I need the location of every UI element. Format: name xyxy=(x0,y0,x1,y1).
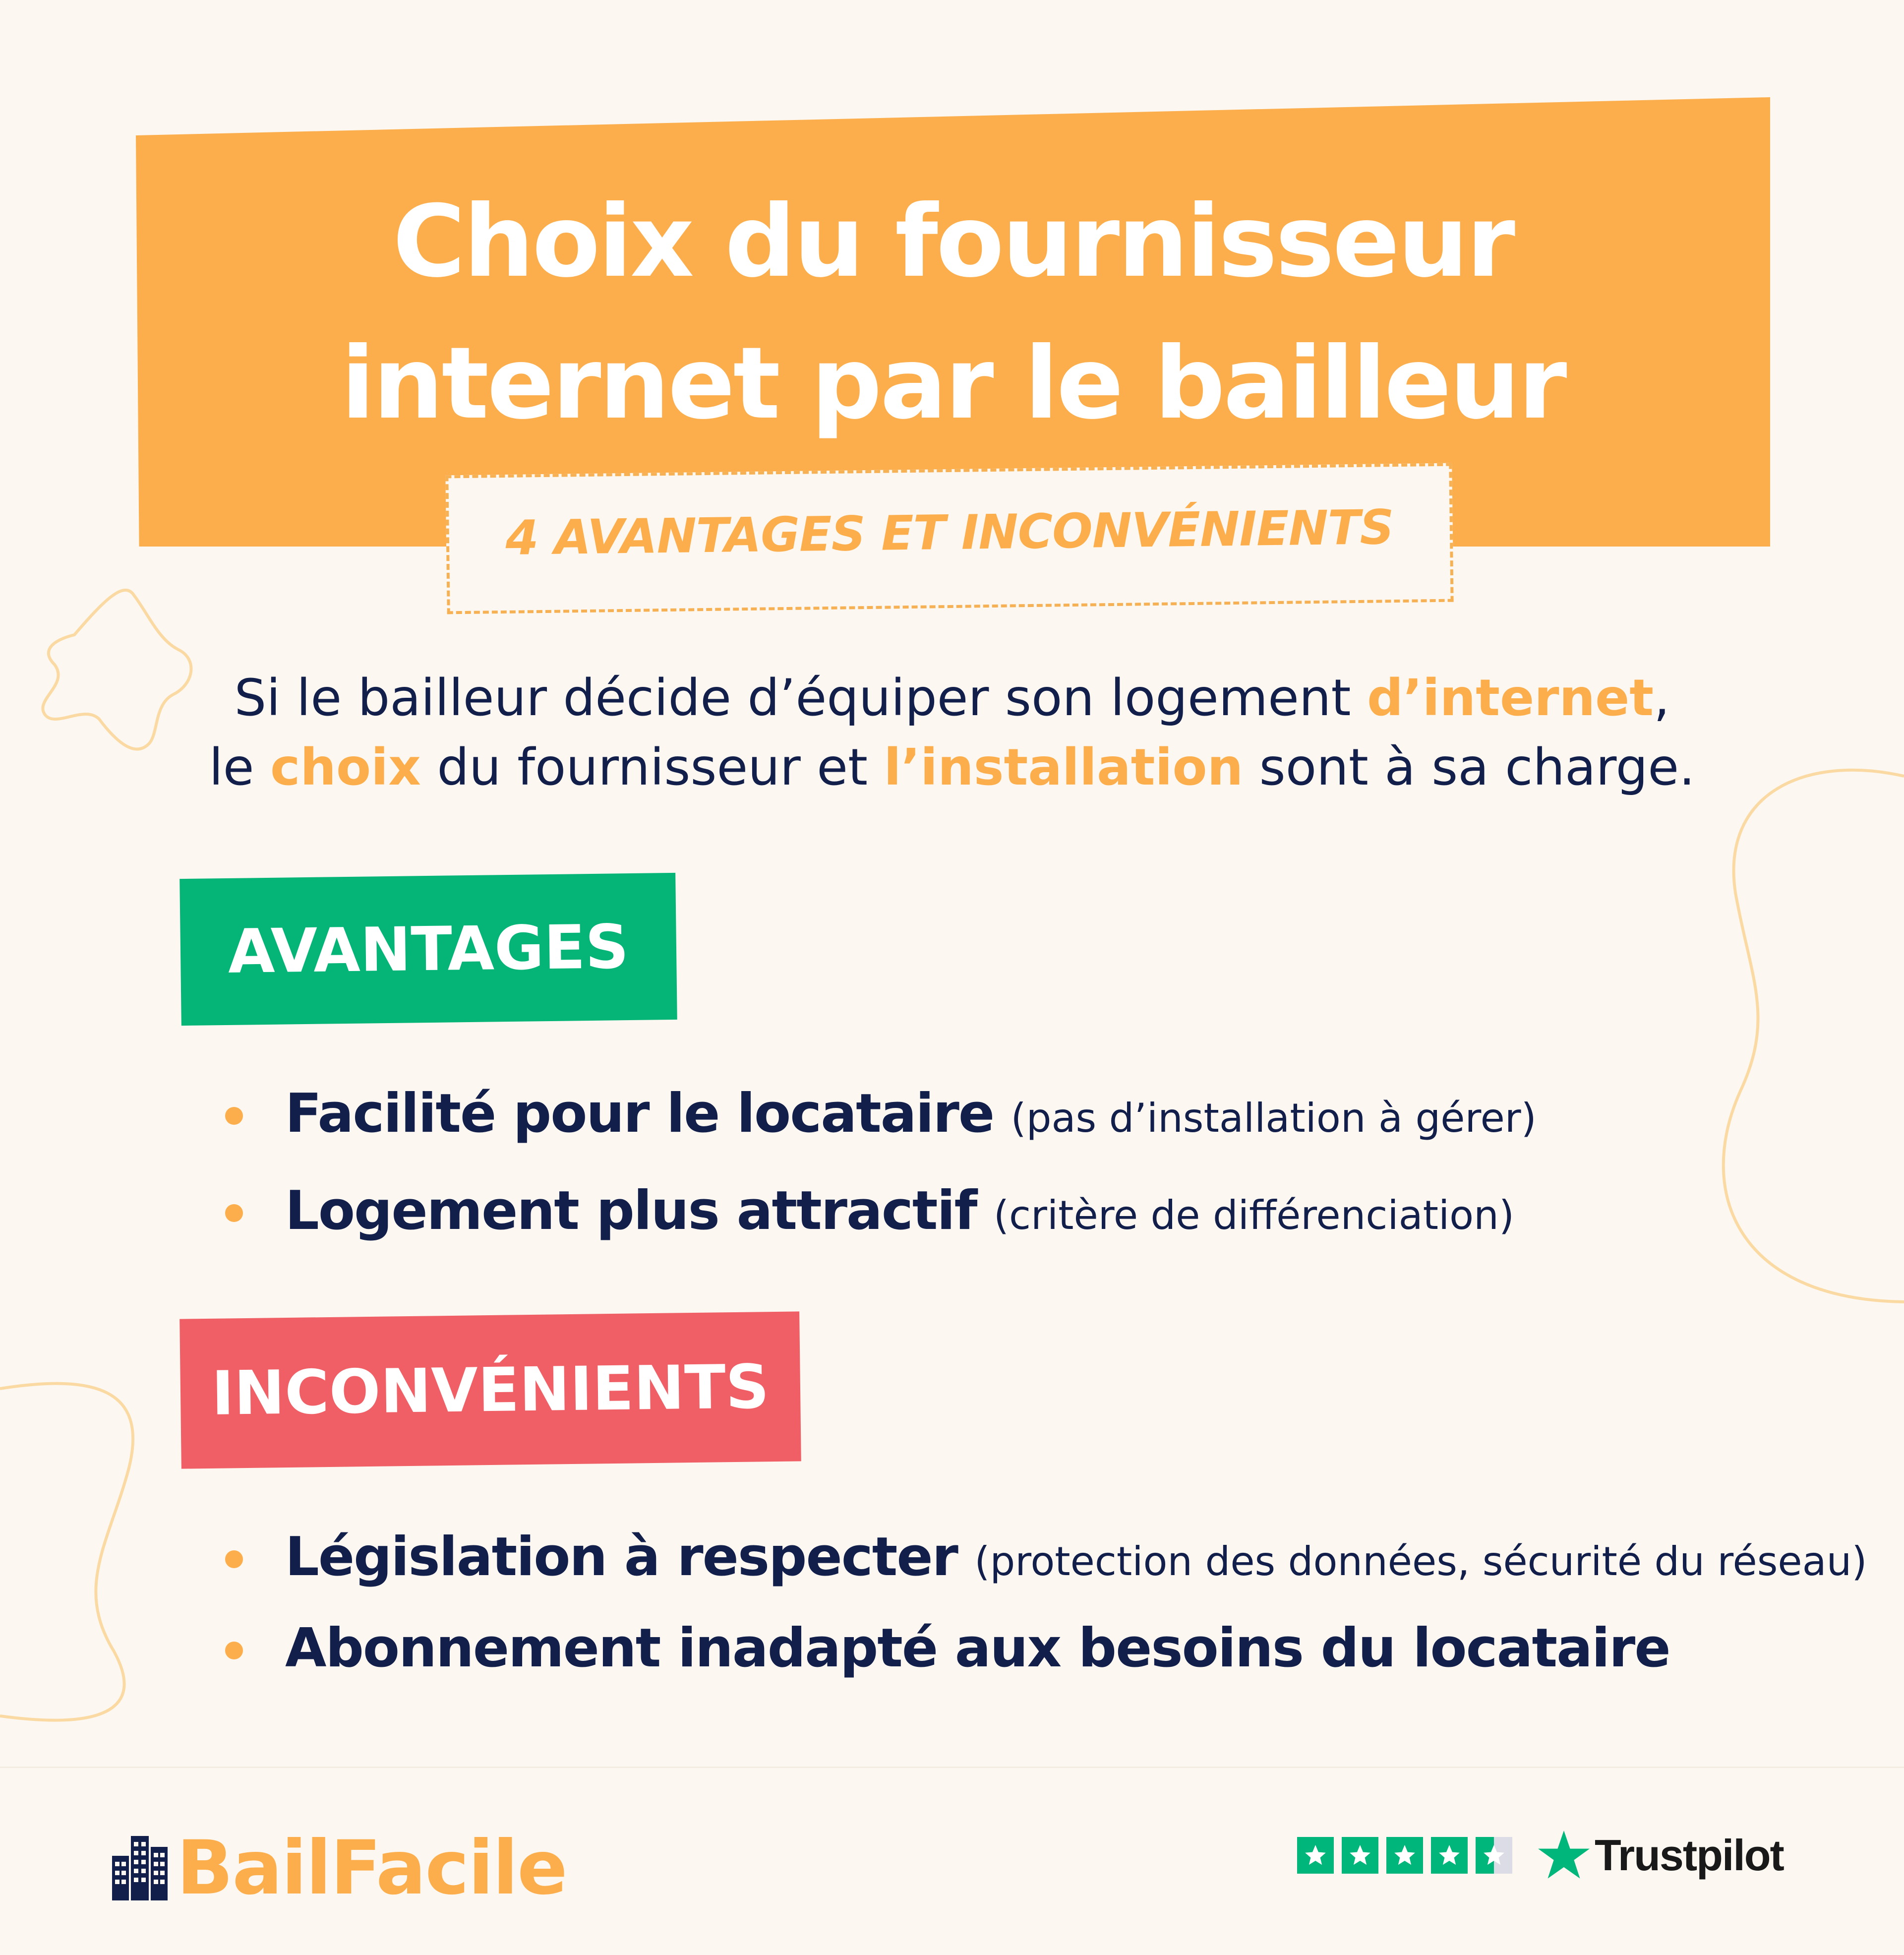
list-item xyxy=(218,1181,1854,1279)
intro-text: Si le bailleur décide d’équiper son logement xyxy=(234,669,1367,728)
intro-line-1 xyxy=(99,664,1805,733)
page-title xyxy=(136,171,1770,455)
list-item xyxy=(218,1084,1854,1181)
intro-line-2 xyxy=(99,733,1805,802)
item-title: Logement plus attractif xyxy=(285,1180,977,1242)
list-item xyxy=(218,1526,1867,1619)
cons-list xyxy=(218,1526,1867,1710)
intro-highlight: d’internet xyxy=(1367,669,1654,728)
bullet-icon xyxy=(225,1550,243,1568)
trustpilot-label: Trustpilot xyxy=(1595,1831,1784,1880)
item-note: (critère de différenciation) xyxy=(993,1192,1515,1238)
bullet-icon xyxy=(225,1204,243,1222)
wave-outline-left xyxy=(0,1384,133,1720)
item-note: (pas d’installation à gérer) xyxy=(1011,1095,1537,1141)
rating-stars xyxy=(1297,1837,1520,1874)
intro-paragraph xyxy=(99,664,1805,802)
item-title: Abonnement inadapté aux besoins du locataire xyxy=(285,1617,1670,1679)
intro-highlight: l’installation xyxy=(884,738,1244,797)
page-title-line-2: internet par le bailleur xyxy=(341,326,1565,441)
intro-text: du fournisseur et xyxy=(420,738,884,797)
intro-text: sont à sa charge. xyxy=(1243,738,1695,797)
bullet-icon xyxy=(225,1642,243,1659)
item-title: Législation à respecter xyxy=(285,1526,957,1588)
intro-text: le xyxy=(209,738,270,797)
page-title-line-1: Choix du fournisseur xyxy=(392,184,1514,300)
footer-divider xyxy=(0,1767,1904,1768)
rating-star-icon xyxy=(1431,1837,1468,1874)
building-icon xyxy=(112,1836,168,1900)
trustpilot-star-icon xyxy=(1538,1831,1590,1880)
rating-star-icon xyxy=(1386,1837,1423,1874)
rating-star-icon xyxy=(1342,1837,1378,1874)
intro-highlight: choix xyxy=(270,738,421,797)
brand-logo[interactable] xyxy=(112,1825,567,1911)
intro-text: , xyxy=(1654,669,1670,728)
brand-name: BailFacile xyxy=(177,1825,567,1911)
trustpilot-rating[interactable] xyxy=(1297,1830,1784,1881)
pros-heading: AVANTAGES xyxy=(179,873,677,1026)
rating-star-icon xyxy=(1297,1837,1334,1874)
cons-heading: INCONVÉNIENTS xyxy=(179,1311,801,1468)
rating-half-star-icon xyxy=(1476,1837,1512,1874)
pros-list xyxy=(218,1084,1854,1279)
item-title: Facilité pour le locataire xyxy=(285,1083,994,1145)
bullet-icon xyxy=(225,1107,243,1125)
list-item xyxy=(218,1619,1854,1710)
subtitle: 4 AVANTAGES ET INCONVÉNIENTS xyxy=(505,499,1394,566)
item-note: (protection des données, sécurité du réseau) xyxy=(974,1538,1867,1585)
